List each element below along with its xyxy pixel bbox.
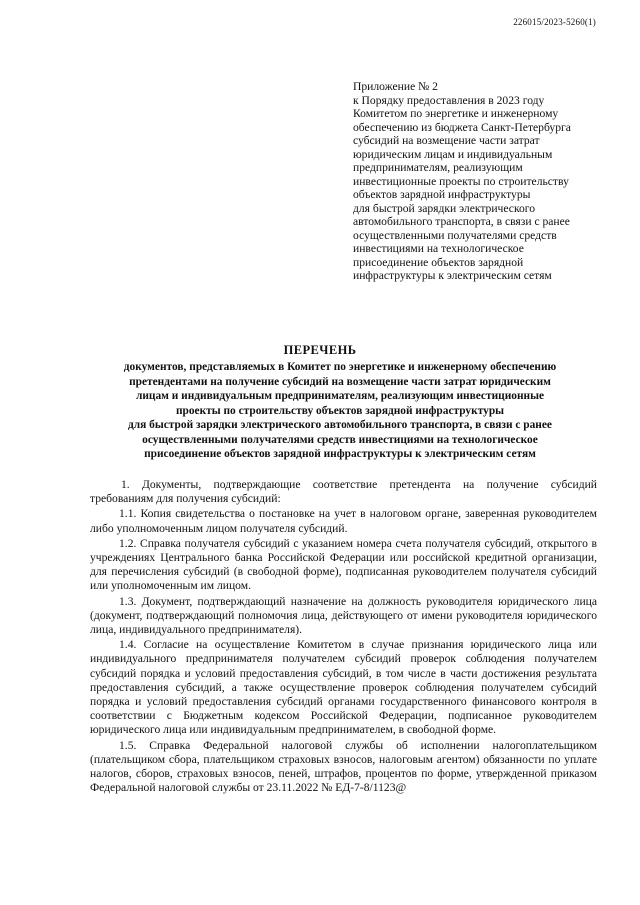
paragraph-1-5: 1.5. Справка Федеральной налоговой службы об исполнении налогоплательщиком (плательщиком сбора, плательщиком страховых взносов, налоговым агентом) обязанности по уплате налогов, сборов, страховых взносов, пеней, штрафов, процентов по форме, утвержденной приказом Федеральной налоговой службы от 23.11.2022 № ЕД-7-8/1123@ — [90, 738, 597, 795]
subtitle-line: присоединение объектов зарядной инфраструктуры к электрическим сетям — [144, 448, 536, 460]
appendix-line: инфраструктуры к электрическим сетям — [353, 269, 552, 282]
appendix-block — [353, 80, 623, 283]
paragraph-1-4: 1.4. Согласие на осуществление Комитетом в случае признания юридического лица или индивидуального предпринимателя получателем субсидий проверок соблюдения получателем субсидий порядка и условий предоставления субсидий, в том числе в части достижения результата предоставления субсидий, а также осуществление проверок соблюдения получателем субсидий порядка и условий предоставления субсидий органами государственного финансового контроля в соответствии с Бюджетным кодексом Российской Федерации, подписанное руководителем юридического лица или индивидуальным предпринимателем, в свободной форме. — [90, 638, 597, 737]
appendix-line: субсидий на возмещение части затрат — [353, 134, 540, 147]
document-title: ПЕРЕЧЕНЬ — [283, 343, 357, 357]
subtitle-line: проекты по строительству объектов зарядной инфраструктуры — [175, 404, 505, 417]
appendix-line: предпринимателям, реализующим — [353, 161, 523, 174]
paragraph-1-2: 1.2. Справка получателя субсидий с указанием номера счета получателя субсидий, открытого в учреждениях Центрального банка Российской Федерации или российской кредитной организации, для перечисления субсидий (в свободной форме), подписанная руководителем получателя субсидий или уполномоченным им лицом. — [90, 536, 597, 593]
appendix-line: Комитетом по энергетике и инженерному — [353, 107, 559, 120]
appendix-line: автомобильного транспорта, в связи с ранее — [353, 215, 570, 228]
appendix-line: обеспечению из бюджета Санкт-Петербурга — [353, 120, 571, 134]
appendix-line: инвестициями на технологическое — [353, 242, 524, 255]
appendix-line: к Порядку предоставления в 2023 году — [353, 93, 545, 107]
subtitle-line: для быстрой зарядки электрического автомобильного транспорта, в связи с ранее — [128, 419, 552, 431]
paragraph-1: 1. Документы, подтверждающие соответствие претендента на получение субсидий требованиям для получения субсидий: — [90, 478, 597, 506]
appendix-line: юридическим лицам и индивидуальным — [353, 147, 553, 161]
subtitle-line: лицам и индивидуальным предпринимателям, реализующим инвестиционные — [135, 390, 545, 402]
subtitle-line: претендентами на получение субсидий на возмещение части затрат юридическим — [129, 375, 551, 388]
document-body — [90, 478, 597, 795]
appendix-line: осуществленными получателями средств — [353, 228, 557, 242]
appendix-line: объектов зарядной инфраструктуры — [353, 188, 531, 201]
paragraph-1-3: 1.3. Документ, подтверждающий назначение на должность руководителя юридического лица (документ, подтверждающий полномочия лица, действующего от имени руководителя юридического лица, индивидуального предпринимателя). — [90, 594, 597, 637]
document-registration-number: 226015/2023-5260(1) — [513, 17, 596, 27]
subtitle-line: документов, представляемых в Комитет по энергетике и инженерному обеспечению — [123, 361, 557, 373]
appendix-line: для быстрой зарядки электрического — [353, 201, 536, 215]
appendix-line: Приложение № 2 — [353, 80, 438, 93]
appendix-line: инвестиционные проекты по строительству — [353, 174, 569, 188]
appendix-line: присоединение объектов зарядной — [353, 255, 524, 269]
document-subtitle — [70, 360, 610, 462]
paragraph-1-1: 1.1. Копия свидетельства о постановке на учет в налоговом органе, заверенная руководителем либо уполномоченным лицом получателя субсидий. — [90, 507, 597, 535]
subtitle-line: осуществленными получателями средств инвестициями на технологическое — [142, 433, 538, 446]
